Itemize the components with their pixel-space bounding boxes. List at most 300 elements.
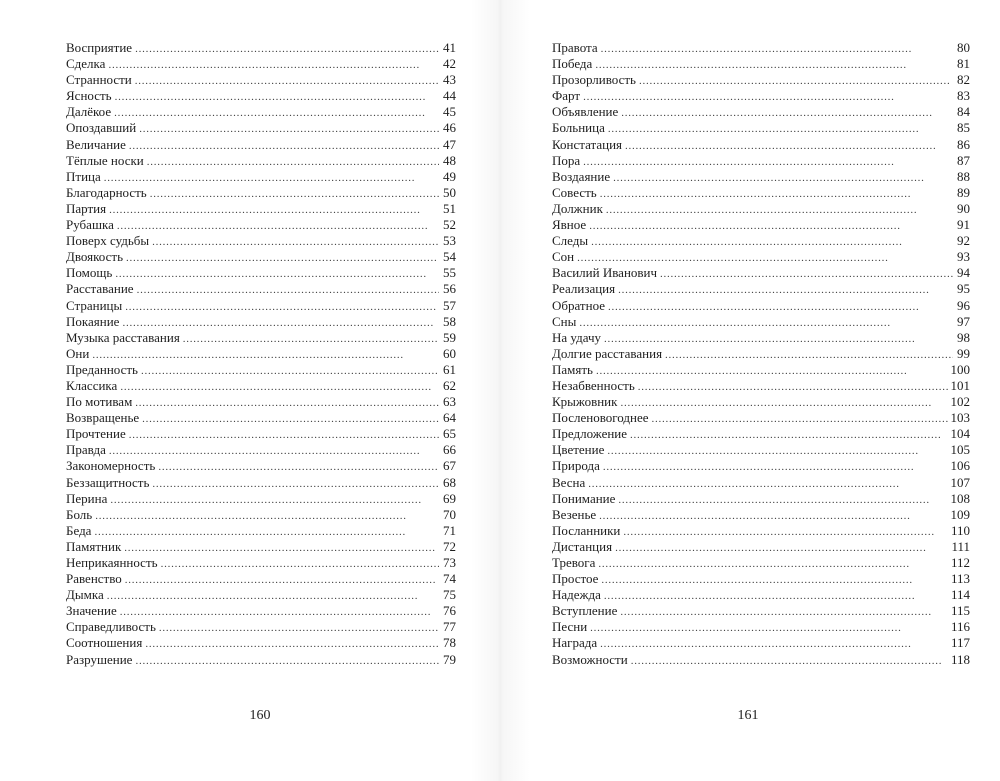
toc-entry-title: Памятник xyxy=(66,538,122,554)
dot-leader xyxy=(638,379,948,395)
toc-entry xyxy=(66,233,456,249)
toc-entry-title: Птица xyxy=(66,168,101,184)
page-number-left: 160 xyxy=(249,708,271,723)
toc-entry-title: Память xyxy=(552,361,593,377)
toc-entry-title: Беззащитность xyxy=(66,474,150,490)
toc-entry-title: Правота xyxy=(552,40,598,55)
toc-entry xyxy=(66,619,456,635)
dot-leader xyxy=(159,620,439,636)
toc-entry-page: 54 xyxy=(443,249,456,265)
toc-entry xyxy=(552,539,970,555)
dot-leader xyxy=(161,556,439,572)
toc-entry-page: 80 xyxy=(957,40,970,55)
toc-entry-page: 67 xyxy=(443,458,456,474)
toc-entry-title: Везенье xyxy=(552,506,597,522)
toc-entry-title: Расставание xyxy=(66,281,134,297)
toc-entry-page: 59 xyxy=(443,329,456,345)
toc-entry xyxy=(552,104,970,120)
toc-entry-page: 44 xyxy=(443,88,456,104)
toc-entry-page: 65 xyxy=(443,426,456,442)
toc-entry-page: 60 xyxy=(443,345,456,361)
dot-leader xyxy=(601,572,948,588)
dot-leader xyxy=(583,89,953,105)
toc-entry-title: Дистанция xyxy=(552,538,613,554)
toc-entry xyxy=(66,72,456,88)
toc-entry-title: Покаяние xyxy=(66,313,120,329)
toc-entry-page: 90 xyxy=(957,200,970,216)
toc-entry-title: Дымка xyxy=(66,587,104,603)
toc-entry-page: 43 xyxy=(443,72,456,88)
toc-entry-title: Обратное xyxy=(552,297,606,313)
dot-leader xyxy=(124,540,439,556)
toc-entry-title: Восприятие xyxy=(66,40,133,55)
toc-entry-title: Прозорливость xyxy=(552,72,636,88)
toc-entry xyxy=(66,314,456,330)
toc-entry-page: 86 xyxy=(957,136,970,152)
toc-entry-page: 113 xyxy=(950,571,970,587)
dot-leader xyxy=(125,572,439,588)
toc-entry xyxy=(552,362,970,378)
toc-entry-title: Сон xyxy=(552,249,575,265)
toc-entry xyxy=(552,458,970,474)
toc-entry xyxy=(66,330,456,346)
toc-entry-page: 68 xyxy=(443,474,456,490)
toc-entry-page: 56 xyxy=(443,281,456,297)
toc-entry xyxy=(552,72,970,88)
toc-entry-title: Благодарность xyxy=(66,184,147,200)
toc-entry xyxy=(552,652,970,668)
dot-leader xyxy=(129,427,439,443)
dot-leader xyxy=(625,138,953,154)
toc-entry xyxy=(66,410,456,426)
toc-entry xyxy=(552,571,970,587)
right-page xyxy=(500,0,1000,781)
toc-entry-page: 99 xyxy=(957,345,970,361)
toc-entry xyxy=(66,571,456,587)
toc-entry xyxy=(66,652,456,668)
toc-entry-title: Перина xyxy=(66,490,108,506)
dot-leader xyxy=(660,266,953,282)
toc-entry xyxy=(66,539,456,555)
toc-entry-title: Возвращенье xyxy=(66,410,140,426)
dot-leader xyxy=(618,282,953,298)
dot-leader xyxy=(598,556,948,572)
toc-entry-page: 55 xyxy=(443,265,456,281)
dot-leader xyxy=(142,411,439,427)
toc-entry xyxy=(552,635,970,651)
toc-entry-title: Природа xyxy=(552,458,600,474)
toc-entry xyxy=(66,362,456,378)
dot-leader xyxy=(104,170,439,186)
toc-entry-page: 110 xyxy=(950,522,970,538)
dot-leader xyxy=(601,41,953,57)
dot-leader xyxy=(92,347,439,363)
toc-entry-page: 77 xyxy=(443,619,456,635)
toc-entry-page: 57 xyxy=(443,297,456,313)
toc-entry-title: Долгие расставания xyxy=(552,345,663,361)
toc-entry-page: 73 xyxy=(443,555,456,570)
toc-entry xyxy=(66,458,456,474)
toc-entry-page: 42 xyxy=(443,56,456,72)
toc-entry-title: Объявление xyxy=(552,104,619,120)
dot-leader xyxy=(114,105,439,121)
toc-entry xyxy=(552,56,970,72)
toc-entry-page: 58 xyxy=(443,313,456,329)
dot-leader xyxy=(600,636,948,652)
toc-entry-page: 45 xyxy=(443,104,456,120)
toc-entry xyxy=(552,185,970,201)
dot-leader xyxy=(599,508,947,524)
toc-entry-page: 70 xyxy=(443,506,456,522)
toc-entry-title: Сны xyxy=(552,313,577,329)
toc-entry-page: 47 xyxy=(443,136,456,152)
dot-leader xyxy=(125,299,439,315)
dot-leader xyxy=(631,653,948,669)
dot-leader xyxy=(613,170,953,186)
toc-entry xyxy=(552,475,970,491)
dot-leader xyxy=(579,315,953,331)
dot-leader xyxy=(122,315,439,331)
toc-entry xyxy=(66,56,456,72)
toc-entry-title: Реализация xyxy=(552,281,616,297)
toc-entry-title: Ясность xyxy=(66,88,112,104)
toc-entry xyxy=(66,104,456,120)
toc-entry xyxy=(552,619,970,635)
toc-entry-title: Странности xyxy=(66,72,132,88)
toc-entry-title: Явное xyxy=(552,217,587,233)
toc-entry-page: 88 xyxy=(957,168,970,184)
dot-leader xyxy=(135,395,439,411)
dot-leader xyxy=(600,186,953,202)
dot-leader xyxy=(606,202,953,218)
toc-entry-title: Награда xyxy=(552,635,598,651)
dot-leader xyxy=(135,41,439,57)
toc-entry-page: 79 xyxy=(443,651,456,667)
toc-entry-page: 107 xyxy=(950,474,970,490)
dot-leader xyxy=(109,443,439,459)
dot-leader xyxy=(108,57,439,73)
dot-leader xyxy=(639,73,953,89)
toc-entry xyxy=(66,442,456,458)
toc-entry xyxy=(552,442,970,458)
dot-leader xyxy=(152,234,439,250)
toc-entry-title: Констатация xyxy=(552,136,623,152)
dot-leader xyxy=(603,459,948,475)
toc-entry-page: 64 xyxy=(443,410,456,426)
toc-entry xyxy=(66,217,456,233)
dot-leader xyxy=(141,363,439,379)
dot-leader xyxy=(107,588,439,604)
toc-entry-title: Посленовогоднее xyxy=(552,410,649,426)
toc-entry-title: Опоздавший xyxy=(66,120,137,136)
toc-entry-page: 102 xyxy=(950,394,970,410)
toc-entry xyxy=(66,491,456,507)
toc-entry-title: Понимание xyxy=(552,490,616,506)
toc-entry-title: Тревога xyxy=(552,555,596,570)
toc-entry-title: Они xyxy=(66,345,90,361)
page-number-right: 161 xyxy=(737,708,759,723)
toc-entry-title: Музыка расставания xyxy=(66,329,180,345)
dot-leader xyxy=(620,604,948,620)
toc-entry-page: 75 xyxy=(443,587,456,603)
dot-leader xyxy=(129,138,439,154)
toc-entry-page: 109 xyxy=(950,506,970,522)
toc-entry-title: Весна xyxy=(552,474,586,490)
toc-entry xyxy=(66,426,456,442)
toc-entry-title: Справедливость xyxy=(66,619,156,635)
toc-entry xyxy=(552,330,970,346)
dot-leader xyxy=(150,186,439,202)
toc-entry xyxy=(552,265,970,281)
toc-entry-page: 78 xyxy=(443,635,456,651)
toc-entry-page: 116 xyxy=(950,619,970,635)
toc-entry xyxy=(552,153,970,169)
toc-entry-title: Следы xyxy=(552,233,589,249)
toc-entry-page: 104 xyxy=(950,426,970,442)
dot-leader xyxy=(591,234,953,250)
toc-entry xyxy=(66,603,456,619)
toc-entry-title: Беда xyxy=(66,522,92,538)
toc-entry-page: 66 xyxy=(443,442,456,458)
dot-leader xyxy=(110,492,439,508)
toc-entry-title: Далёкое xyxy=(66,104,112,120)
toc-entry xyxy=(552,523,970,539)
toc-entry-page: 82 xyxy=(957,72,970,88)
toc-entry-page: 89 xyxy=(957,184,970,200)
toc-entry-page: 92 xyxy=(957,233,970,249)
toc-entry-page: 91 xyxy=(957,217,970,233)
toc-entry-title: Вступление xyxy=(552,603,618,619)
toc-entry xyxy=(66,169,456,185)
toc-entry-page: 48 xyxy=(443,152,456,168)
toc-entry-title: Возможности xyxy=(552,651,628,667)
toc-entry-page: 74 xyxy=(443,571,456,587)
toc-entry-page: 81 xyxy=(957,56,970,72)
dot-leader xyxy=(630,427,947,443)
toc-entry-page: 94 xyxy=(957,265,970,281)
toc-entry-page: 114 xyxy=(950,587,970,603)
toc-entry-page: 63 xyxy=(443,394,456,410)
toc-entry-title: Тёплые носки xyxy=(66,152,144,168)
dot-leader xyxy=(94,524,439,540)
toc-entry-page: 93 xyxy=(957,249,970,265)
toc-entry-title: Поверх судьбы xyxy=(66,233,150,249)
toc-entry-title: Должник xyxy=(552,200,603,216)
toc-entry-title: Предложение xyxy=(552,426,628,442)
toc-entry-title: Закономерность xyxy=(66,458,156,474)
toc-entry-title: Василий Иванович xyxy=(552,265,658,281)
dot-leader xyxy=(604,331,953,347)
toc-entry xyxy=(552,137,970,153)
toc-entry-page: 61 xyxy=(443,361,456,377)
dot-leader xyxy=(152,476,439,492)
toc-entry xyxy=(552,603,970,619)
dot-leader xyxy=(183,331,439,347)
toc-entry-title: Рубашка xyxy=(66,217,114,233)
dot-leader xyxy=(665,347,953,363)
dot-leader xyxy=(135,653,439,669)
toc-entry-title: Неприкаянность xyxy=(66,555,158,570)
dot-leader xyxy=(115,89,439,105)
toc-entry xyxy=(66,635,456,651)
dot-leader xyxy=(595,57,953,73)
toc-entry-title: Посланники xyxy=(552,522,621,538)
toc-entry xyxy=(552,249,970,265)
dot-leader xyxy=(621,105,953,121)
toc-entry-title: Значение xyxy=(66,603,117,619)
toc-entry-title: По мотивам xyxy=(66,394,133,410)
toc-entry-page: 101 xyxy=(950,377,970,393)
toc-entry-page: 103 xyxy=(950,410,970,426)
dot-leader xyxy=(577,250,953,266)
dot-leader xyxy=(604,588,948,604)
toc-entry-title: Партия xyxy=(66,200,107,216)
toc-entry-page: 46 xyxy=(443,120,456,136)
toc-entry-title: Незабвенность xyxy=(552,377,635,393)
dot-leader xyxy=(608,299,953,315)
toc-entry-title: Соотношения xyxy=(66,635,143,651)
toc-entry xyxy=(66,523,456,539)
toc-entry xyxy=(552,378,970,394)
toc-entry-title: Больница xyxy=(552,120,605,136)
toc-entry-title: Победа xyxy=(552,56,593,72)
dot-leader xyxy=(137,282,439,298)
toc-entry-page: 97 xyxy=(957,313,970,329)
toc-entry-page: 95 xyxy=(957,281,970,297)
toc-entry-page: 76 xyxy=(443,603,456,619)
toc-entry xyxy=(552,426,970,442)
toc-entry xyxy=(552,394,970,410)
toc-entry xyxy=(66,249,456,265)
toc-entry-title: Величание xyxy=(66,136,126,152)
toc-entry xyxy=(552,587,970,603)
toc-entry xyxy=(552,169,970,185)
toc-entry-page: 115 xyxy=(950,603,970,619)
dot-leader xyxy=(147,154,439,170)
dot-leader xyxy=(618,492,947,508)
toc-entry-page: 112 xyxy=(950,555,970,570)
toc-entry-page: 87 xyxy=(957,152,970,168)
dot-leader xyxy=(117,218,439,234)
dot-leader xyxy=(608,121,953,137)
toc-entry xyxy=(66,507,456,523)
toc-entry-page: 84 xyxy=(957,104,970,120)
toc-entry-page: 51 xyxy=(443,200,456,216)
toc-entry-page: 111 xyxy=(951,538,970,554)
toc-entry xyxy=(66,201,456,217)
toc-entry xyxy=(66,346,456,362)
dot-leader xyxy=(596,363,948,379)
toc-entry xyxy=(552,40,970,56)
toc-entry xyxy=(66,153,456,169)
dot-leader xyxy=(135,73,439,89)
toc-entry-page: 108 xyxy=(950,490,970,506)
toc-entry-page: 49 xyxy=(443,168,456,184)
toc-entry-title: Равенство xyxy=(66,571,122,587)
toc-entry xyxy=(552,88,970,104)
toc-entry xyxy=(552,281,970,297)
toc-entry xyxy=(66,475,456,491)
dot-leader xyxy=(145,636,439,652)
toc-entry-page: 105 xyxy=(950,442,970,458)
toc-entry-title: Пора xyxy=(552,152,581,168)
toc-entry xyxy=(552,217,970,233)
toc-list-right xyxy=(552,40,970,668)
toc-entry xyxy=(66,298,456,314)
toc-entry xyxy=(552,346,970,362)
toc-entry-page: 83 xyxy=(957,88,970,104)
toc-entry xyxy=(66,378,456,394)
toc-list-left xyxy=(66,40,456,668)
toc-entry-title: Простое xyxy=(552,571,599,587)
toc-entry xyxy=(66,40,456,56)
toc-entry xyxy=(552,491,970,507)
toc-entry-title: Классика xyxy=(66,377,118,393)
toc-entry-page: 98 xyxy=(957,329,970,345)
dot-leader xyxy=(95,508,439,524)
toc-entry-title: Цветение xyxy=(552,442,605,458)
toc-entry-page: 72 xyxy=(443,538,456,554)
toc-entry-page: 100 xyxy=(950,361,970,377)
toc-entry-title: Преданность xyxy=(66,361,138,377)
dot-leader xyxy=(126,250,439,266)
toc-entry-title: Совесть xyxy=(552,184,597,200)
toc-entry-page: 62 xyxy=(443,377,456,393)
toc-entry xyxy=(66,281,456,297)
toc-entry xyxy=(66,88,456,104)
toc-entry-title: Правда xyxy=(66,442,106,458)
dot-leader xyxy=(589,218,953,234)
toc-entry xyxy=(552,507,970,523)
toc-entry-page: 117 xyxy=(950,635,970,651)
toc-entry-page: 69 xyxy=(443,490,456,506)
toc-entry xyxy=(552,314,970,330)
toc-entry-page: 85 xyxy=(957,120,970,136)
dot-leader xyxy=(623,524,948,540)
toc-entry-page: 96 xyxy=(957,297,970,313)
toc-entry xyxy=(66,587,456,603)
dot-leader xyxy=(620,395,947,411)
toc-entry-page: 41 xyxy=(443,40,456,55)
toc-entry xyxy=(66,555,456,571)
toc-entry-title: Помощь xyxy=(66,265,113,281)
toc-entry-title: Двоякость xyxy=(66,249,124,265)
dot-leader xyxy=(120,604,439,620)
dot-leader xyxy=(115,266,439,282)
toc-entry xyxy=(66,265,456,281)
toc-entry xyxy=(552,555,970,571)
toc-entry-page: 118 xyxy=(950,651,970,667)
toc-entry xyxy=(552,410,970,426)
toc-entry-page: 50 xyxy=(443,184,456,200)
dot-leader xyxy=(615,540,948,556)
toc-entry-title: Прочтение xyxy=(66,426,126,442)
toc-entry-title: Страницы xyxy=(66,297,123,313)
dot-leader xyxy=(583,154,953,170)
toc-entry-title: Песни xyxy=(552,619,588,635)
toc-entry xyxy=(66,137,456,153)
dot-leader xyxy=(158,459,439,475)
toc-entry-title: Воздаяние xyxy=(552,168,611,184)
dot-leader xyxy=(652,411,948,427)
toc-entry xyxy=(66,185,456,201)
toc-entry xyxy=(66,394,456,410)
toc-entry-title: Фарт xyxy=(552,88,581,104)
toc-entry xyxy=(552,298,970,314)
toc-entry-title: На удачу xyxy=(552,329,601,345)
toc-entry-page: 106 xyxy=(950,458,970,474)
toc-entry-page: 52 xyxy=(443,217,456,233)
